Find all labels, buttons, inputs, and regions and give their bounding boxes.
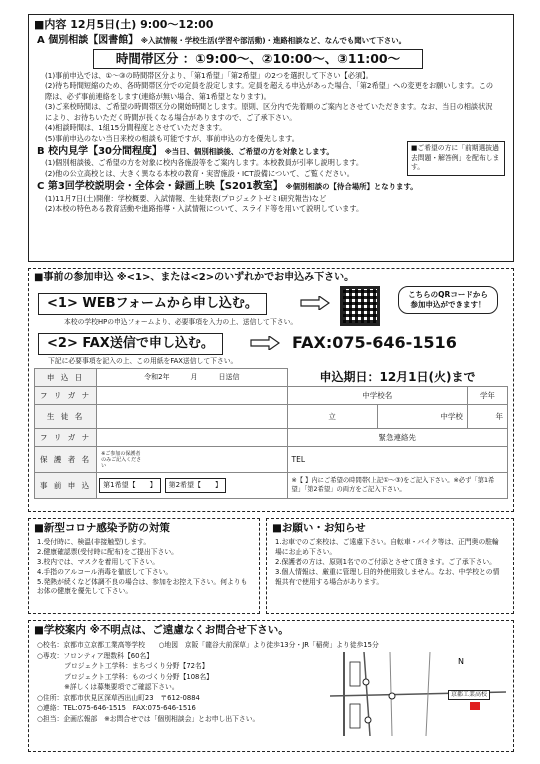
table-row (35, 369, 508, 387)
b-item: (2)他の公立高校とは、大きく異なる本校の教育・実習施設・ICT設備について、ご覧ください。 (45, 168, 354, 178)
arrow-right-icon (300, 296, 330, 310)
choice-cell (97, 473, 287, 499)
list-item: 3.校内では、マスクを着用して下さい。 (37, 557, 160, 566)
fax-label: <2> FAX送信で申し込む。 (38, 333, 223, 355)
prefecture-field[interactable]: 立 (287, 405, 377, 429)
second-choice-field[interactable]: 第2希望【 】 (165, 478, 226, 493)
list-item: ○住所：京都市伏見区深草西出山町23 〒612-0884 (37, 693, 200, 702)
a-item: (2)待ち時間短縮のため、各時間帯区分での定員を設定します。定員を超える申込があった場合、「第2希望」への変更をお願いします。この際は、必ず事前連絡をします(連絡が無い場合、第1希望となります)。 (45, 81, 494, 101)
table-row (35, 473, 508, 499)
a-item-list (37, 71, 495, 144)
list-item: 5.発熱が続くなど体調不良の場合は、参加をお控え下さい。何よりもお体の健康を優先して下さい。 (37, 577, 248, 596)
info-title: ■学校案内 ※不明点は、ご遠慮なくお問合せ下さい。 (34, 624, 289, 636)
guardian-name-field[interactable] (97, 447, 287, 473)
student-name-field[interactable] (97, 405, 287, 429)
list-item: 2.保護者の方は、原則1名でのご付添とさせて頂きます。ご了承下さい。 (275, 557, 496, 566)
list-item: 3.個人情報は、厳重に管理し目的外使用致しません。なお、中学校との情報共有で使用する場合があります。 (275, 567, 500, 586)
a-item: (5)事前申込のない当日来校の相談も可能ですが、事前申込の方を優先します。 (45, 133, 299, 143)
emergency-label: 緊急連絡先 (287, 429, 507, 447)
grade-field[interactable]: 年 (467, 405, 507, 429)
list-item: 1.受付時に、検温(非接触型)します。 (37, 538, 151, 547)
a-heading: A 個別相談【図書館】 ※入試情報・学校生活(学習や部活動)・進路相談など、なんでも聞いて下さい。 (37, 34, 407, 46)
covid-section (28, 518, 260, 614)
list-item: ○校名：京都市立京都工業高等学校 ○地図 京阪「龍谷大前深草」より徒歩13分・JR「稲荷」より徒歩15分 (37, 641, 379, 650)
apply-header: ■事前の参加申込 ※<1>、または<2>のいずれかでお申込み下さい。 (34, 272, 355, 283)
table-row (35, 429, 508, 447)
b-item: (1)個別相談後、ご希望の方を対象に校内各施設等をご案内します。本校教員が引率し説明します。 (45, 158, 364, 168)
content-header: ■内容 12月5日(土) 9:00～12:00 (34, 18, 214, 31)
first-choice-field[interactable]: 第1希望【 】 (99, 478, 160, 493)
list-item: ※詳しくは募集要項でご確認下さい。 (37, 683, 179, 692)
list-item: 4.手指のアルコール消毒を徹底して下さい。 (37, 567, 173, 576)
c-item-list (37, 194, 505, 215)
time-slots: 時間帯区分 ：①9:00～、②10:00～、③11:00～ (93, 49, 423, 69)
furigana-label: フ リ ガ ナ (35, 429, 97, 447)
school-name-label: 中学校名 (287, 387, 467, 405)
table-row (35, 387, 508, 405)
notice-list (267, 538, 513, 587)
c-item: (2)本校の特色ある教育活動や進路指導・入試情報について、スライド等を用いて説明しています。 (45, 204, 364, 214)
c-heading: C 第3回学校説明会・全体会・録画上映【S201教室】 ※個別相談の【待合場所】となります。 (37, 181, 418, 193)
fax-note: 下記に必要事項を記入の上、この用紙をFAX送信して下さい。 (48, 357, 238, 365)
table-row (35, 447, 508, 473)
list-item: プロジェクト工学科：まちづくり分野【72名】 (37, 662, 209, 671)
c-item: (1)11月7日(土)開催：学校概要、入試情報、生徒発表(プロジェクトゼミⅠ研究報告)など (45, 193, 327, 203)
side-note: ■ご希望の方に「前期選抜過去問題・解答例」を配布します。 (407, 141, 505, 176)
guardian-furigana-field[interactable] (97, 429, 287, 447)
web-form-label: <1> WEBフォームから申し込む。 (38, 293, 267, 315)
a-item: (4)相談時間は、1組15分間程度とさせていただきます。 (45, 123, 227, 133)
apply-date-field[interactable]: 令和2年 月 日送信 (97, 369, 287, 387)
a-item: (3)ご来校時間は、ご希望の時間帯区分の開始時間とします。原則、区分内で先着順のご案内とさせていただきます。なお、当日の相談状況により、お待ちいただく時間が長くなる場合がありますので、ご了承下さい。 (45, 102, 493, 122)
guardian-name-label: 保 護 者 名 (35, 447, 97, 473)
list-item: ○専攻：フロンティア理数科【60名】 (37, 651, 153, 660)
tel-field[interactable]: TEL (287, 447, 507, 473)
arrow-right-icon (250, 336, 280, 350)
notice-section (266, 518, 514, 614)
apply-date-label: 申 込 日 (35, 369, 97, 387)
svg-text:N: N (458, 657, 464, 666)
grade-label: 学年 (467, 387, 507, 405)
furigana-label: フ リ ガ ナ (35, 387, 97, 405)
choice-note: ※【 】内にご希望の時間帯(上記①～③)をご記入下さい。※必ず「第1希望」「第2希望」の両方をご記入下さい。 (287, 473, 507, 499)
list-item: ○連絡：TEL:075-646-1515 FAX:075-646-1516 (37, 704, 196, 713)
deadline: 申込期日：12月1日(火)まで (319, 369, 476, 384)
junior-high-field[interactable]: 中学校 (377, 405, 467, 429)
content-section (28, 14, 514, 262)
list-item: 2.健康確認票(受付時に配布)をご提出下さい。 (37, 547, 178, 556)
student-name-label: 生 徒 名 (35, 405, 97, 429)
student-furigana-field[interactable] (97, 387, 287, 405)
list-item: 1.お車でのご来校は、ご遠慮下さい。自転車・バイク等は、正門奥の駐輪場にお止め下さい。 (275, 538, 499, 556)
application-form (34, 368, 508, 499)
map-school-label: 京都工業高校 (448, 690, 490, 700)
list-item: ○担当：企画広報部 ※お問合せでは「個別相談会」とお申し出下さい。 (37, 714, 260, 723)
pre-apply-label: 事 前 申 込 (35, 473, 97, 499)
fax-number: FAX:075-646-1516 (292, 333, 457, 352)
list-item: プロジェクト工学科：ものづくり分野【108名】 (37, 672, 213, 681)
a-item: (1)事前申込では、①～③の時間帯区分より、「第1希望」「第2希望」の2つを選択して下さい【必須】。 (45, 70, 373, 80)
qr-code-icon (340, 286, 380, 326)
qr-bubble: こちらのQRコードから参加申込ができます！ (398, 286, 498, 314)
b-heading: B 校内見学【30分間程度】 ※当日、個別相談後、ご希望の方を対象とします。 (37, 145, 334, 157)
covid-list (29, 538, 259, 597)
guardian-note: ※ご参加の保護者のみご記入ください (101, 450, 142, 469)
covid-title: ■新型コロナ感染予防の対策 (34, 522, 170, 534)
table-row (35, 405, 508, 429)
notice-title: ■お願い・お知らせ (272, 522, 366, 534)
web-form-note: 本校の学校HPの申込フォームより、必要事項を入力の上、送信して下さい。 (64, 318, 298, 326)
